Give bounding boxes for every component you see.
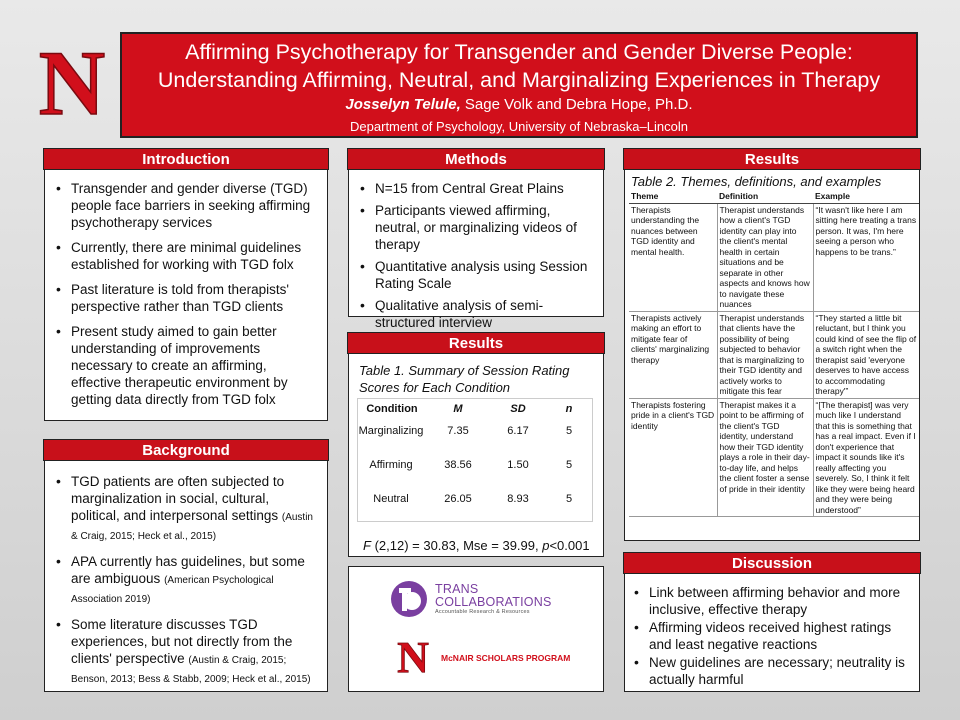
table2-cell: Therapists actively making an effort to mitigate fear of clients' marginalizing therapy bbox=[629, 311, 717, 398]
background-list bbox=[49, 473, 321, 688]
table2-cell: Therapists fostering pride in a client's TGD identity bbox=[629, 398, 717, 517]
table2-cell: Therapist makes it a point to be affirming of the client's TGD identity, understand how their TGD identity plays a role in their day-to-day life, and helps the client foster a sense of pride in their identity bbox=[717, 398, 813, 517]
methods-panel bbox=[348, 149, 604, 330]
table2-cell: Therapists understanding the nuances between TGD identity and mental health. bbox=[629, 203, 717, 311]
table1-cell: 38.56 bbox=[444, 459, 472, 471]
table1-cell: 5 bbox=[565, 459, 573, 471]
poster-title-line2: Understanding Affirming, Neutral, and Marginalizing Experiences in Therapy bbox=[157, 68, 881, 92]
table2-cell: “They started a little bit reluctant, but I think you could kind of see the flip of a switch right when the therapist said 'everyone deserves to have access to accommodating therapy'” bbox=[813, 311, 919, 398]
list-item: • Present study aimed to gain better understanding of improvements necessary to create an affirming, effective therapeutic environment by getting data directly from TGD folx bbox=[49, 323, 319, 408]
citation: (Austin & Craig, 2015; Heck et al., 2015) bbox=[71, 512, 313, 542]
discussion-heading: Discussion bbox=[623, 552, 921, 574]
introduction-heading: Introduction bbox=[43, 148, 329, 170]
list-item: • Currently, there are minimal guidelines established for working with TGD folx bbox=[49, 239, 319, 273]
mcnair-text: McNAIR SCHOLARS PROGRAM bbox=[441, 653, 571, 663]
discussion-panel bbox=[624, 553, 920, 692]
trans-line3: Accountable Research & Resources bbox=[435, 609, 530, 615]
list-item: • Qualitative analysis of semi-structured interview bbox=[353, 297, 599, 331]
background-heading: Background bbox=[43, 439, 329, 461]
table1-caption: Table 1. Summary of Session Rating Scores for Each Condition bbox=[359, 363, 570, 395]
table2-cell: Therapist understands that clients have the possibility of being subjected to behavior that is marginalizing to their TGD identity and actively works to mitigate this fear bbox=[717, 311, 813, 398]
stat-mid: (2,12) = 30.83, Mse = 39.99, bbox=[370, 538, 543, 553]
results-table1-panel bbox=[348, 333, 604, 557]
table-row bbox=[629, 311, 919, 398]
table-row bbox=[629, 398, 919, 517]
table2 bbox=[629, 190, 919, 517]
table1-col-m: M bbox=[453, 403, 463, 415]
table2-col-example: Example bbox=[813, 190, 919, 203]
results-heading: Results bbox=[347, 332, 605, 354]
list-item bbox=[49, 616, 321, 688]
discussion-list bbox=[627, 584, 915, 688]
table2-cell: “It wasn't like here I am sitting here treating a trans person. It was, I'm here seeing a person who happens to be trans.” bbox=[813, 203, 919, 311]
table1-cell: 8.93 bbox=[507, 493, 529, 505]
table1-col-condition: Condition bbox=[366, 403, 418, 415]
table1-cell: 26.05 bbox=[444, 493, 472, 505]
list-item: • Transgender and gender diverse (TGD) people face barriers in seeking affirming psychotherapy services bbox=[49, 180, 319, 231]
table1-cell: Marginalizing bbox=[358, 425, 424, 437]
nebraska-logo-letter: N bbox=[38, 42, 106, 122]
stat-f: F bbox=[363, 538, 371, 553]
list-item: • Quantitative analysis using Session Rating Scale bbox=[353, 258, 599, 292]
trans-collaborations-icon bbox=[389, 579, 429, 619]
list-item: • Participants viewed affirming, neutral, or marginalizing videos of therapy bbox=[353, 202, 599, 253]
list-item: • Link between affirming behavior and more inclusive, effective therapy bbox=[627, 584, 915, 618]
list-item bbox=[49, 553, 321, 608]
trans-line1: TRANS bbox=[435, 582, 479, 596]
table1-cell: 6.17 bbox=[507, 425, 529, 437]
background-panel bbox=[44, 440, 328, 692]
list-item: • N=15 from Central Great Plains bbox=[353, 180, 599, 197]
poster-header bbox=[120, 32, 918, 138]
list-item: • New guidelines are necessary; neutrality is actually harmful bbox=[627, 654, 915, 688]
stat-p: p bbox=[542, 538, 550, 553]
introduction-list bbox=[49, 180, 319, 408]
table2-cell: “[The therapist] was very much like I understand that this is something that has a real impact. Even if I don't experience that impact it sounds like it's really affecting you severely. So, I think it felt like they were being heard and they were being understood” bbox=[813, 398, 919, 517]
co-authors: Sage Volk and Debra Hope, Ph.D. bbox=[460, 96, 693, 113]
table1-cell: 5 bbox=[565, 425, 573, 437]
table2-col-definition: Definition bbox=[717, 190, 813, 203]
list-item-text: TGD patients are often subjected to marginalization in social, cultural, political, and interpersonal settings bbox=[71, 474, 285, 523]
logos-panel bbox=[348, 566, 604, 692]
first-author: Josselyn Telule, bbox=[345, 96, 461, 113]
authors bbox=[122, 95, 916, 115]
methods-list bbox=[353, 180, 599, 331]
table1-cell: 1.50 bbox=[507, 459, 529, 471]
mcnair-n-icon bbox=[395, 637, 431, 675]
table2-caption: Table 2. Themes, definitions, and examples bbox=[631, 174, 882, 189]
nebraska-logo bbox=[32, 42, 112, 122]
table1-col-sd: SD bbox=[510, 403, 526, 415]
stat-end: <0.001 bbox=[549, 538, 590, 553]
table2-cell: Therapist understands how a client's TGD identity can play into the client's mental health in certain situations and be separate in other aspects and knows how to navigate these nuances bbox=[717, 203, 813, 311]
results2-heading: Results bbox=[623, 148, 921, 170]
methods-heading: Methods bbox=[347, 148, 605, 170]
list-item: • Past literature is told from therapists' perspective rather than TGD clients bbox=[49, 281, 319, 315]
table1-cell: Affirming bbox=[369, 459, 413, 471]
table1-cell: Neutral bbox=[373, 493, 409, 505]
department: Department of Psychology, University of Nebraska–Lincoln bbox=[350, 119, 688, 134]
trans-line2: COLLABORATIONS bbox=[435, 595, 552, 609]
poster-title-line1: Affirming Psychotherapy for Transgender and Gender Diverse People: bbox=[185, 40, 853, 64]
table1-cell: 5 bbox=[565, 493, 573, 505]
list-item-text: APA currently has guidelines, but some are ambiguous bbox=[71, 554, 305, 586]
list-item bbox=[49, 473, 321, 545]
anova-statistic bbox=[363, 538, 590, 553]
table1 bbox=[357, 398, 593, 522]
trans-collaborations-text bbox=[435, 583, 551, 616]
table1-col-n: n bbox=[565, 403, 573, 415]
list-item: • Affirming videos received highest ratings and least negative reactions bbox=[627, 619, 915, 653]
table1-cell: 7.35 bbox=[447, 425, 469, 437]
results-table2-panel bbox=[624, 149, 920, 541]
citation: (Austin & Craig, 2015; Benson, 2013; Bess & Stabb, 2009; Heck et al., 2015) bbox=[71, 655, 311, 685]
list-item-text: Some literature discusses TGD experiences, but not directly from the clients' perspective bbox=[71, 617, 293, 666]
mcnair-logo bbox=[395, 637, 431, 680]
trans-collaborations-logo bbox=[389, 579, 429, 624]
table-row bbox=[629, 203, 919, 311]
table2-header-row bbox=[629, 190, 919, 203]
citation: (American Psychological Association 2019) bbox=[71, 575, 274, 605]
table2-col-theme: Theme bbox=[629, 190, 717, 203]
mcnair-n-letter: N bbox=[397, 637, 429, 675]
introduction-panel bbox=[44, 149, 328, 421]
